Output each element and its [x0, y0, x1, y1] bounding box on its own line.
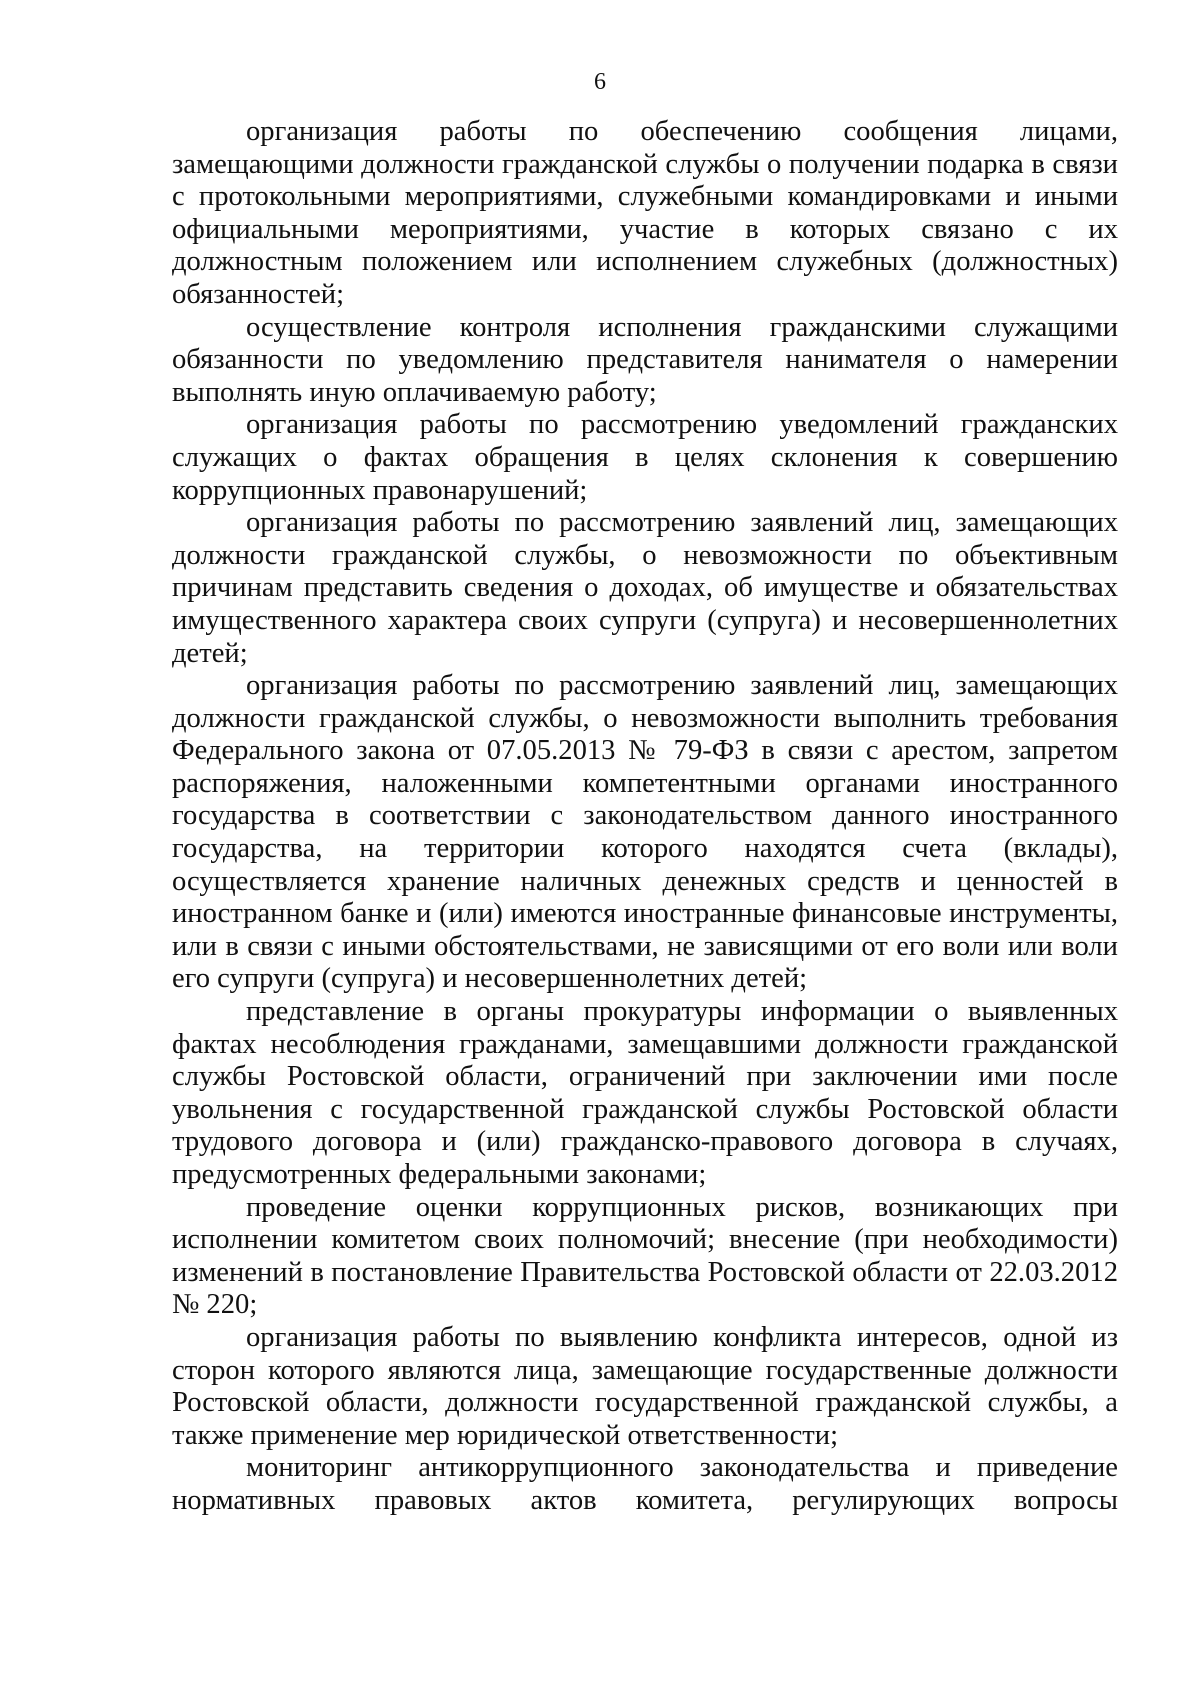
paragraph-paid-work-control: осуществление контроля исполнения гражданскими служащими обязанности по уведомлению представителя нанимателя о намерении выполнять иную оплачиваемую работу; [172, 311, 1118, 408]
paragraph-federal-law-requirements: организация работы по рассмотрению заявлений лиц, замещающих должности гражданской службы, о невозможности выполнить требования Федерального закона от 07.05.2013 № 79-ФЗ в связи с арестом, запретом распоряжения, наложенными компетентными органами иностранного государства в соответствии с законодательством данного иностранного государства, на территории которого находятся счета (вклады), осуществляется хранение наличных денежных средств и ценностей в иностранном банке и (или) имеются иностранные финансовые инструменты, или в связи с иными обстоятельствами, не зависящими от его воли или воли его супруги (супруга) и несовершеннолетних детей; [172, 670, 1118, 995]
page-number: 6 [594, 69, 606, 95]
paragraph-income-statements: организация работы по рассмотрению заявлений лиц, замещающих должности гражданской службы, о невозможности по объективным причинам представить сведения о доходах, об имуществе и обязательствах имущественного характера своих супруги (супруга) и несовершеннолетних детей; [172, 507, 1118, 669]
paragraph-corruption-notices: организация работы по рассмотрению уведомлений гражданских служащих о фактах обращения в целях склонения к совершению коррупционных правонарушений; [172, 409, 1118, 506]
paragraph-gift-reporting: организация работы по обеспечению сообщения лицами, замещающими должности гражданской службы о получении подарка в связи с протокольными мероприятиями, служебными командировками и иными официальными мероприятиями, участие в которых связано с их должностным положением или исполнением служебных (должностных) обязанностей; [172, 116, 1118, 310]
paragraph-legislation-monitoring: мониторинг антикоррупционного законодательства и приведение нормативных правовых актов комитета, регулирующих вопросы [172, 1452, 1118, 1516]
paragraph-conflict-of-interest: организация работы по выявлению конфликта интересов, одной из сторон которого являются лица, замещающие государственные должности Ростовской области, должности государственной гражданской службы, а также применение мер юридической ответственности; [172, 1321, 1118, 1451]
document-body [172, 116, 1118, 1518]
paragraph-prosecutor-information: представление в органы прокуратуры информации о выявленных фактах несоблюдения гражданами, замещавшими должности гражданской службы Ростовской области, ограничений при заключении ими после увольнения с государственной гражданской службы Ростовской области трудового договора и (или) гражданско-правового договора в случаях, предусмотренных федеральными законами; [172, 996, 1118, 1190]
paragraph-corruption-risk-assessment: проведение оценки коррупционных рисков, возникающих при исполнении комитетом своих полномочий; внесение (при необходимости) изменений в постановление Правительства Ростовской области от 22.03.2012 № 220; [172, 1191, 1118, 1321]
